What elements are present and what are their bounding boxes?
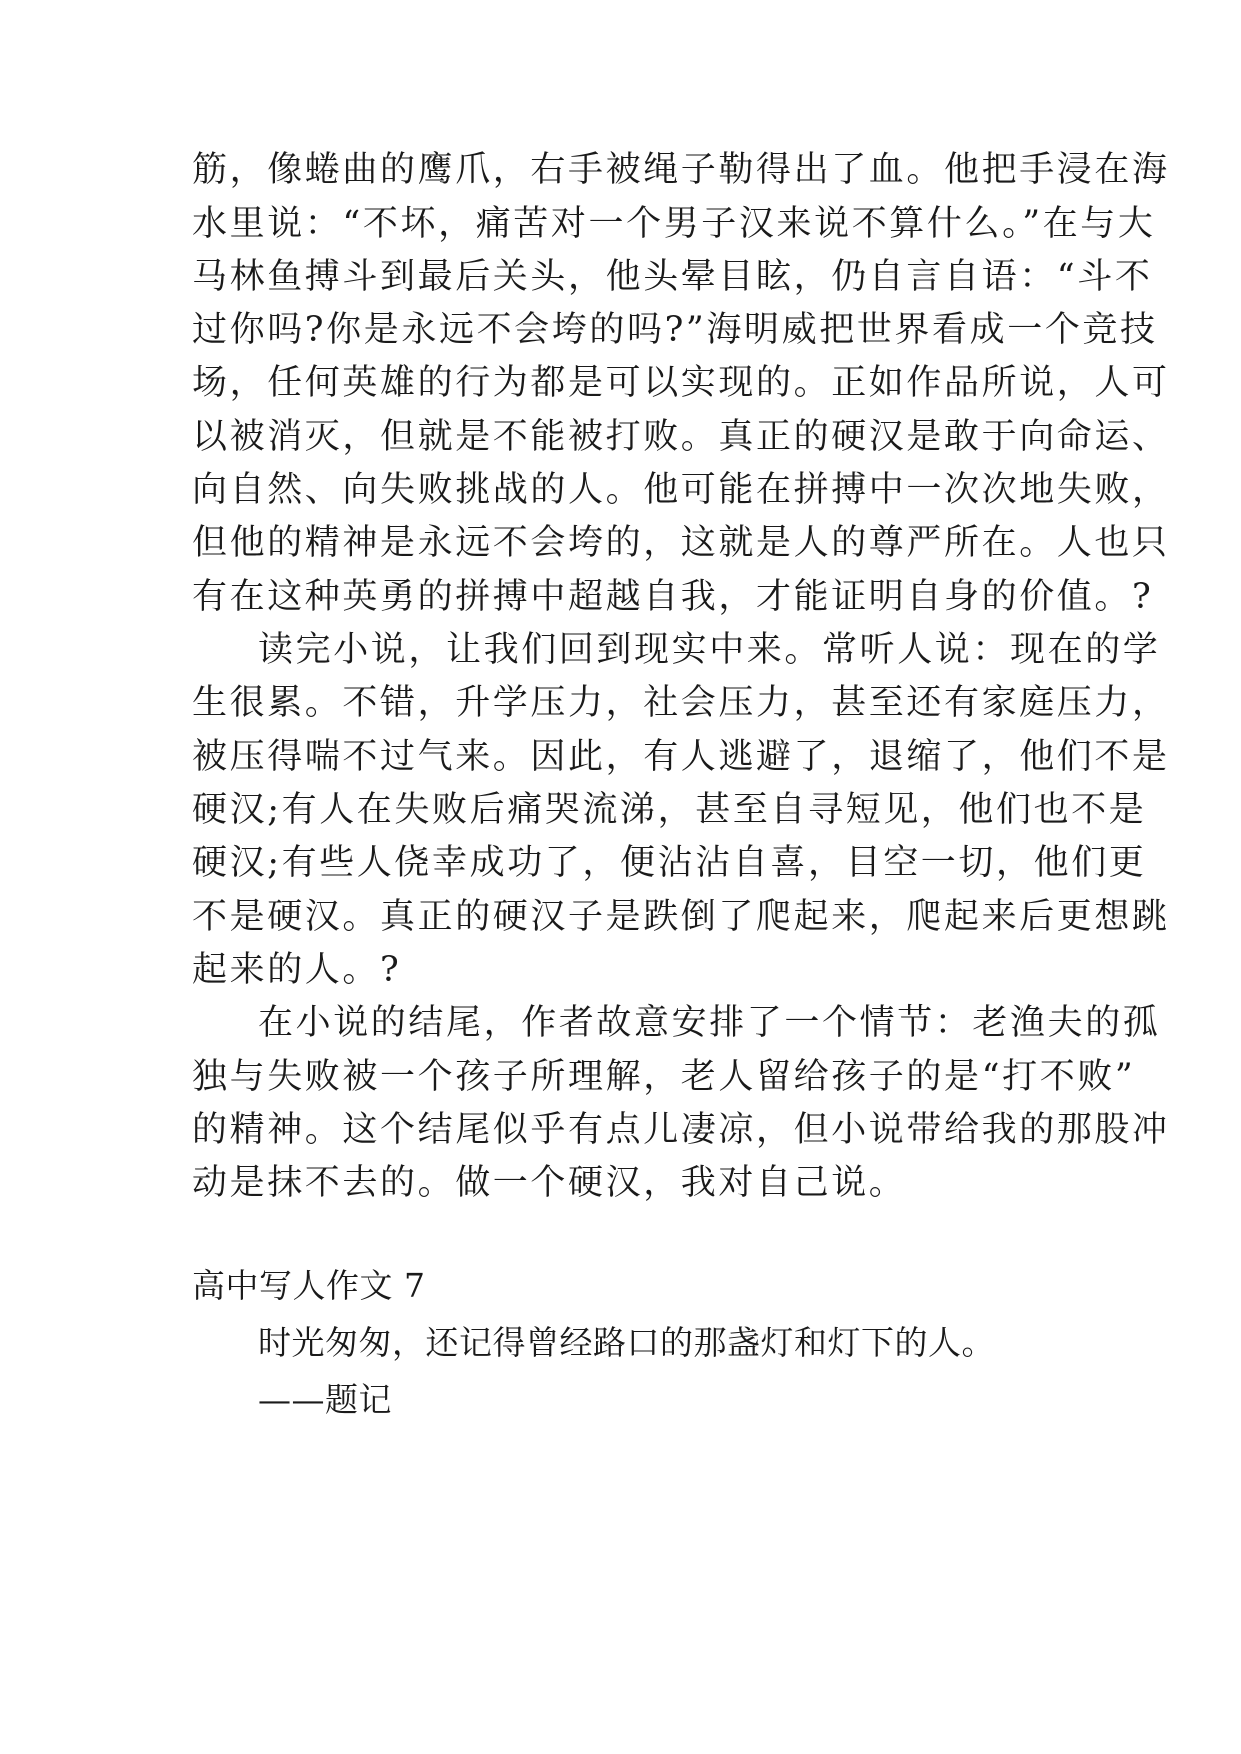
body-text-line: 读完小说，让我们回到现实中来。常听人说：现在的学 xyxy=(258,630,1161,670)
body-text-line: 硬汉;有人在失败后痛哭流涕，甚至自寻短见，他们也不是 xyxy=(192,790,1147,830)
body-text-line: 马林鱼搏斗到最后关头，他头晕目眩，仍自言自语：“斗不 xyxy=(192,257,1153,297)
section-title: 高中写人作文 7 xyxy=(192,1266,426,1305)
body-text-line: 起来的人。? xyxy=(192,950,402,990)
body-text-line: 被压得喘不过气来。因此，有人逃避了，退缩了，他们不是 xyxy=(192,737,1170,777)
body-text-line: 在小说的结尾，作者故意安排了一个情节：老渔夫的孤 xyxy=(258,1003,1161,1043)
body-text-line: 不是硬汉。真正的硬汉子是跌倒了爬起来，爬起来后更想跳 xyxy=(192,897,1170,937)
body-text-line: 以被消灭，但就是不能被打败。真正的硬汉是敢于向命运、 xyxy=(192,417,1170,457)
body-text-line: 向自然、向失败挑战的人。他可能在拼搏中一次次地失败， xyxy=(192,470,1170,510)
body-text-line: 场，任何英雄的行为都是可以实现的。正如作品所说，人可 xyxy=(192,363,1170,403)
body-text-line: 水里说：“不坏，痛苦对一个男子汉来说不算什么。”在与大 xyxy=(192,204,1156,244)
epigraph-text: 时光匆匆，还记得曾经路口的那盏灯和灯下的人。 xyxy=(258,1323,995,1362)
body-text-line: 但他的精神是永远不会垮的，这就是人的尊严所在。人也只 xyxy=(192,523,1170,563)
body-text-line: 有在这种英勇的拼搏中超越自我，才能证明自身的价值。? xyxy=(192,577,1154,617)
body-text-line: 硬汉;有些人侥幸成功了，便沾沾自喜，目空一切，他们更 xyxy=(192,843,1147,883)
body-text-line: 的精神。这个结尾似乎有点儿凄凉，但小说带给我的那股冲 xyxy=(192,1110,1170,1150)
body-text-line: 动是抹不去的。做一个硬汉，我对自己说。 xyxy=(192,1163,907,1203)
body-text-line: 过你吗?你是永远不会垮的吗?”海明威把世界看成一个竞技 xyxy=(192,310,1158,350)
epigraph-attribution: ——题记 xyxy=(258,1380,392,1419)
body-text-line: 生很累。不错，升学压力，社会压力，甚至还有家庭压力， xyxy=(192,683,1170,723)
body-text-line: 筋，像蜷曲的鹰爪，右手被绳子勒得出了血。他把手浸在海 xyxy=(192,150,1170,190)
body-text-line: 独与失败被一个孩子所理解，老人留给孩子的是“打不败” xyxy=(192,1057,1136,1097)
